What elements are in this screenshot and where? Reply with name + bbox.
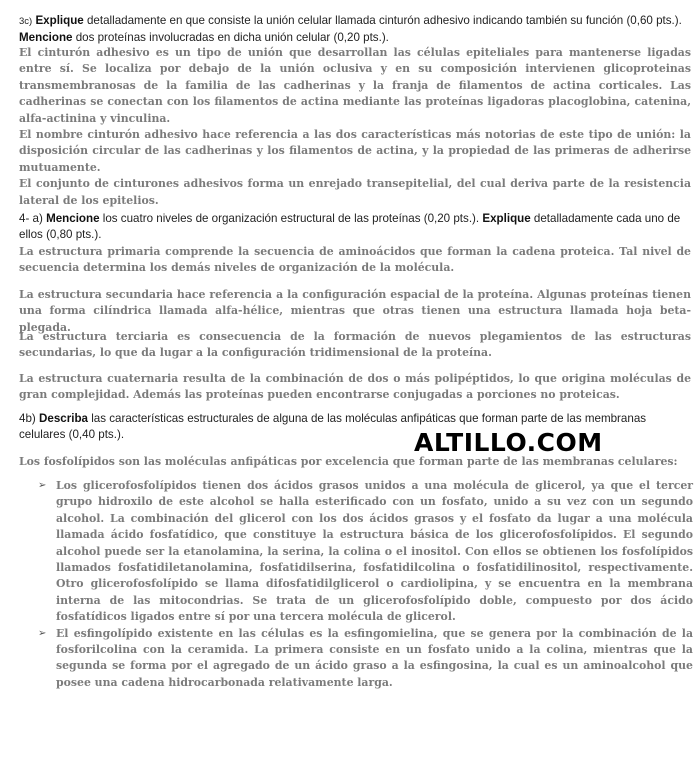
answer-paragraph: El cinturón adhesivo es un tipo de unión que desarrollan las células epiteliales para mantenerse ligadas entre sí. Se localiza por debajo de la unión oclusiva y en su composición intervienen glicoproteinas transmembranosas de la familia de las cadherinas y la franja de filamentos de actina corticales. Las cadherinas se conectan con los filamentos de actina mediante las proteínas ligadoras placoglobina, catenina, alfa-actinina y vinculina. <box>19 46 691 125</box>
question-number: 4- a) <box>19 212 43 225</box>
answer-paragraph: La estructura primaria comprende la secuencia de aminoácidos que forman la cadena proteica. Tal nivel de secuencia determina los demás niveles de organización de la molécula. <box>19 245 691 275</box>
question-text: detalladamente en que consiste la unión celular llamada cinturón adhesivo indicando también su función (0,60 pts.). <box>83 14 682 27</box>
instruction-verb: Mencione <box>46 212 100 225</box>
question-4a <box>19 211 691 243</box>
instruction-verb: Describa <box>39 412 88 425</box>
list-item <box>38 478 693 626</box>
arrow-bullet-icon: ➢ <box>38 480 47 491</box>
answer-paragraph: El conjunto de cinturones adhesivos forma un enrejado transepitelial, del cual deriva parte de la resistencia lateral de los epitelios. <box>19 177 691 207</box>
question-text: las características estructurales de alguna de las moléculas anfipáticas que forman parte de las membranas celulares (0,40 pts.). <box>19 412 647 441</box>
answer-4b-intro <box>19 454 691 470</box>
question-number: 4b) <box>19 412 36 425</box>
answer-4a-quaternary <box>19 371 691 404</box>
instruction-verb: Explique <box>35 14 84 27</box>
question-text: dos proteínas involucradas en dicha unión celular (0,20 pts.). <box>72 31 389 44</box>
answer-4a-tertiary <box>19 329 691 362</box>
list-item <box>38 626 693 692</box>
question-number: 3c) <box>19 16 33 27</box>
answer-paragraph: La estructura secundaria hace referencia a la configuración espacial de la proteína. Algunas proteínas tienen una forma cilíndrica llamada alfa-hélice, mientras que otras tienen una estructura llamada hoja beta-plegada. <box>19 288 691 334</box>
answer-paragraph: La estructura cuaternaria resulta de la combinación de dos o más polipéptidos, lo que origina moléculas de gran complejidad. Además las proteínas pueden encontrarse conjugadas a porciones no proteicas. <box>19 372 691 402</box>
question-text: detalladamente cada uno de ellos (0,80 pts.). <box>19 212 681 241</box>
instruction-verb: Explique <box>482 212 531 225</box>
answer-paragraph: Los fosfolípidos son las moléculas anfipáticas por excelencia que forman parte de las membranas celulares: <box>19 455 678 468</box>
answer-3c <box>19 45 691 209</box>
altillo-watermark: ALTILLO.COM <box>414 428 603 457</box>
list-item-text: Los glicerofosfolípidos tienen dos ácidos grasos unidos a una molécula de glicerol, ya que el tercer grupo hidroxilo de este alcohol se halla esterificado con un fosfato, unido a su vez con un segundo alcohol. La combinación del glicerol con los dos ácidos grasos y el fosfato da lugar a una molécula llamada ácido fosfatídico, que constituye la estructura básica de los glicerofosfolípidos. El segundo alcohol puede ser la etanolamina, la serina, la colina o el inositol. Con ellos se obtienen los fosfolípidos llamados fosfatidiletanolamina, fosfatidilserina, fosfatidilcolina o fosfatidilinositol, respectivamente. Otro glicerofosfolípido se llama difosfatidilglicerol o cardiolipina, y se encuentra en la membrana interna de las mitocondrias. Se trata de un glicerofosfolípido doble, compuesto por dos ácido fosfatídicos ligados entre sí por una tercera molécula de glicerol. <box>56 479 693 624</box>
instruction-verb: Mencione <box>19 31 73 44</box>
answer-paragraph: La estructura terciaria es consecuencia de la formación de nuevos plegamientos de las estructuras secundarias, lo que da lugar a la configuración tridimensional de la proteína. <box>19 330 691 360</box>
list-item-text: El esfingolípido existente en las células es la esfingomielina, que se genera por la combinación de la fosforilcolina con la ceramida. La primera consiste en un fosfato unido a la colina, mientras que la segunda se forma por el agregado de un ácido graso a la esfingosina, la cual es un aminoalcohol que posee una cadena hidrocarbonada relativamente larga. <box>56 626 693 689</box>
answer-4a-primary <box>19 244 691 277</box>
question-text: los cuatro niveles de organización estructural de las proteínas (0,20 pts.). <box>99 212 483 225</box>
question-3c <box>19 13 691 46</box>
arrow-bullet-icon: ➢ <box>38 627 47 639</box>
answer-4b-list <box>38 478 693 691</box>
answer-paragraph: El nombre cinturón adhesivo hace referencia a las dos características más notorias de este tipo de unión: la disposición circular de las cadherinas y los filamentos de actina, y la propiedad de las primeras de adherirse mutuamente. <box>19 128 691 174</box>
